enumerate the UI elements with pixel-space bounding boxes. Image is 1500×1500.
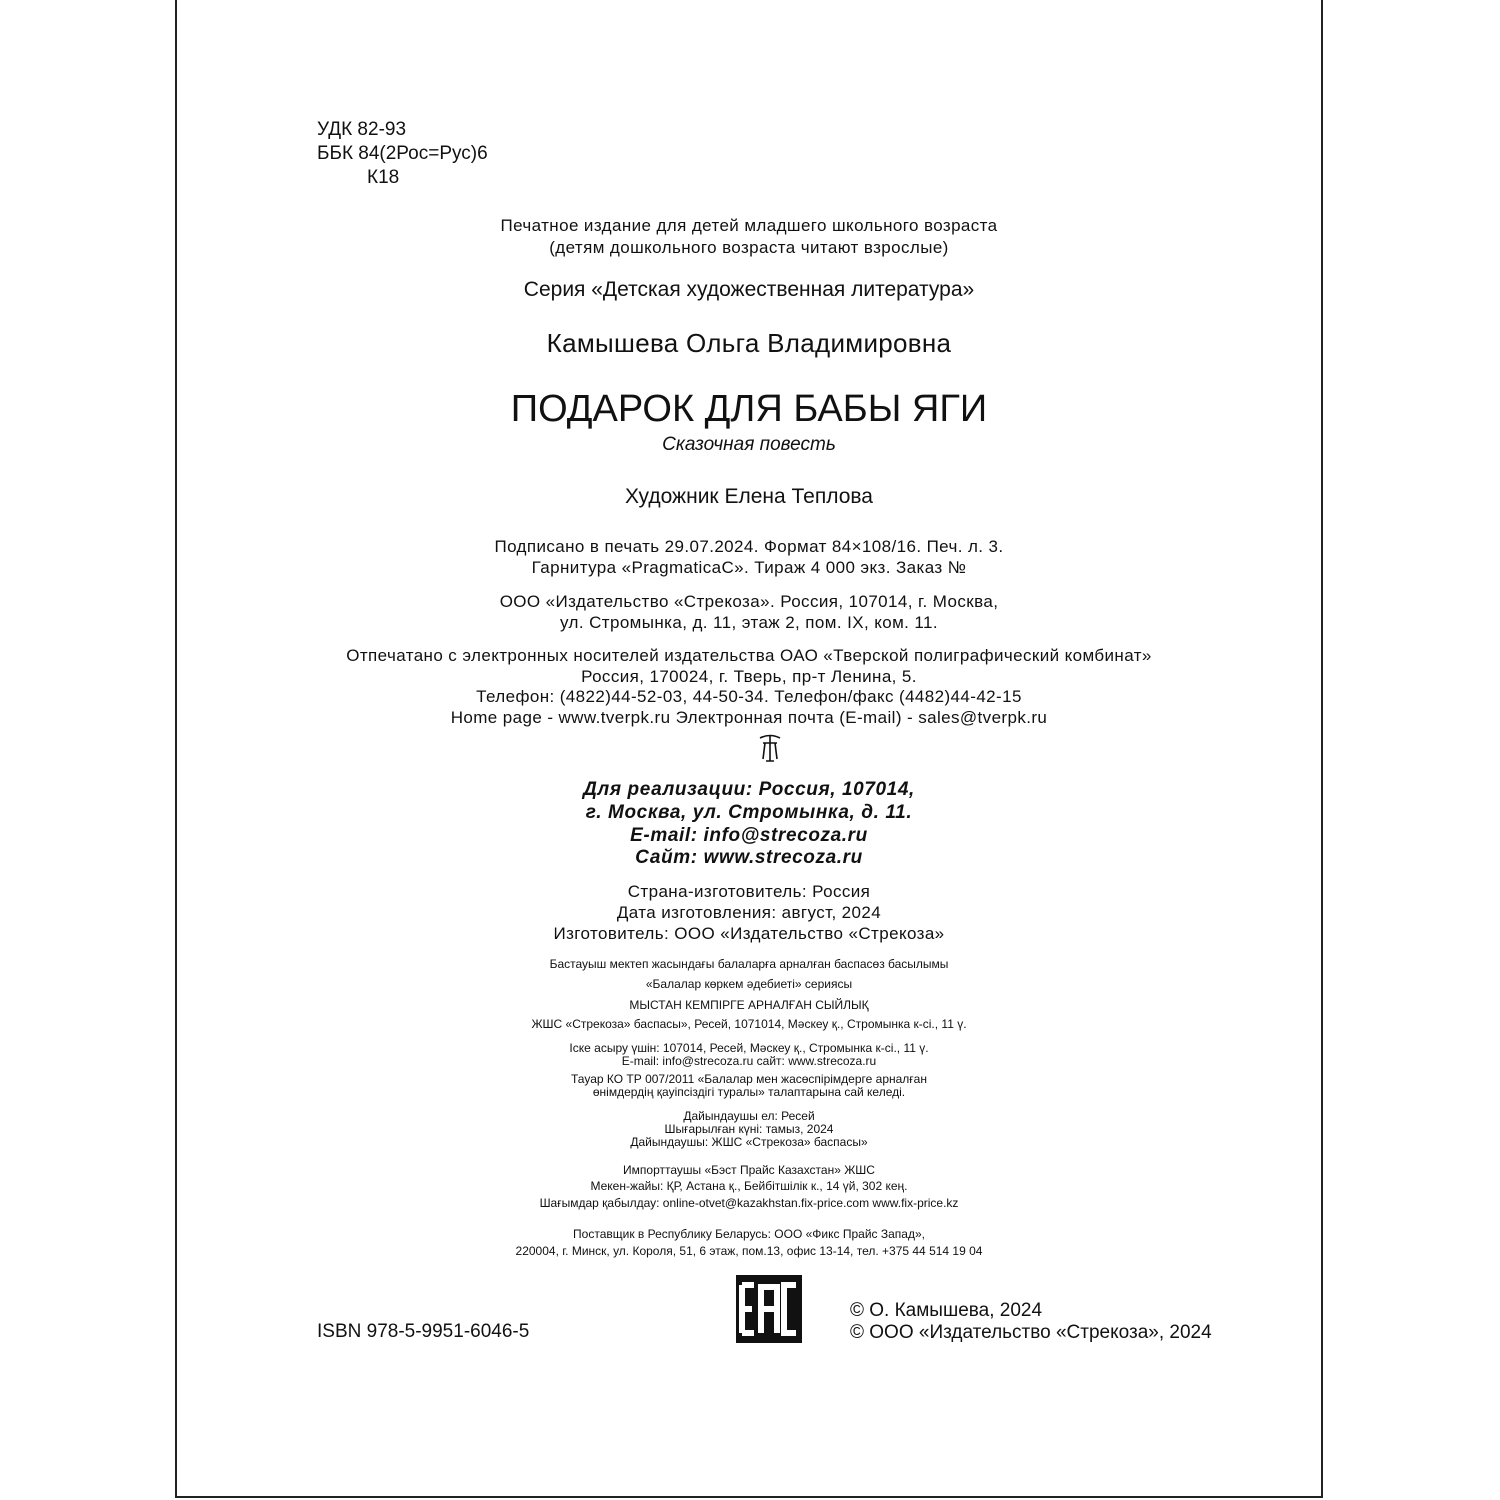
illustrator: Художник Елена Теплова (625, 485, 873, 508)
series: Серия «Детская художественная литература» (523, 278, 975, 301)
publisher-line-2: ул. Стромынка, д. 11, этаж 2, пом. IX, ком. 11. (560, 613, 938, 632)
manufacture-country: Страна-изготовитель: Россия (627, 882, 871, 901)
printer-monogram-icon (757, 733, 783, 765)
kz-line-11: Дайындаушы: ЖШС «Стрекоза» баспасы» (630, 1135, 868, 1149)
audience-line-1: Печатное издание для детей младшего школьного возраста (500, 216, 998, 235)
distribution-line-2: г. Москва, ул. Стромынка, д. 11. (585, 802, 913, 823)
copyright-publisher: © ООО «Издательство «Стрекоза», 2024 (850, 1322, 1212, 1343)
distribution-line-1: Для реализации: Россия, 107014, (583, 779, 915, 800)
distribution-email: E-mail: info@strecoza.ru (630, 825, 868, 846)
kz-line-2: «Балалар көркем әдебиеті» сериясы (645, 977, 853, 991)
author-name: Камышева Ольга Владимировна (546, 328, 952, 358)
kz-line-14: Шағымдар қабылдау: online-otvet@kazakhstan.fix-price.com www.fix-price.kz (539, 1196, 959, 1210)
kz-line-13: Мекен-жайы: ҚР, Астана қ., Бейбітшілік к., 14 үй, 302 кең. (590, 1179, 908, 1193)
isbn: ISBN 978-5-9951-6046-5 (317, 1321, 530, 1342)
printer-line-2: Россия, 170024, г. Тверь, пр-т Ленина, 5. (581, 667, 917, 686)
manufacture-date: Дата изготовления: август, 2024 (616, 903, 882, 922)
book-subtitle: Сказочная повесть (662, 434, 836, 455)
audience-line-2: (детям дошкольного возраста читают взрослые) (549, 238, 949, 257)
kz-line-3: МЫСТАН КЕМПІРГЕ АРНАЛҒАН СЫЙЛЫҚ (629, 998, 869, 1012)
kz-line-8: өнімдердің қауіпсіздігі туралы» талаптарына сай келеді. (592, 1085, 906, 1099)
kz-line-12: Импорттаушы «Бэст Прайс Казахстан» ЖШС (623, 1163, 875, 1177)
printer-line-4: Home page - www.tverpk.ru Электронная почта (E-mail) - sales@tverpk.ru (450, 708, 1048, 727)
publisher-line-1: ООО «Издательство «Стрекоза». Россия, 107014, г. Москва, (499, 592, 999, 611)
printer-line-3: Телефон: (4822)44-52-03, 44-50-34. Телефон/факс (4482)44-42-15 (476, 687, 1022, 706)
manufacturer: Изготовитель: ООО «Издательство «Стрекоза» (553, 924, 945, 943)
belarus-line-1: Поставщик в Республику Беларусь: ООО «Фикс Прайс Запад», (573, 1227, 925, 1241)
kz-line-1: Бастауыш мектеп жасындағы балаларға арналған баспасөз басылымы (549, 957, 949, 971)
copyright-author: © О. Камышева, 2024 (850, 1300, 1043, 1321)
author-mark: К18 (367, 167, 400, 188)
copyright-block (850, 1300, 1212, 1344)
eac-mark-icon (736, 1275, 802, 1343)
printer-line-1: Отпечатано с электронных носителей издательства ОАО «Тверской полиграфический комбинат» (346, 646, 1152, 665)
classification-codes (317, 118, 488, 190)
kz-line-4: ЖШС «Стрекоза» баспасы», Ресей, 1071014, Мәскеу қ., Стромынка к-сі., 11 ү. (531, 1017, 967, 1031)
udk-code: УДК 82-93 (317, 119, 407, 140)
kz-line-9: Дайындаушы ел: Ресей (683, 1109, 815, 1123)
kz-line-10: Шығарылған күні: тамыз, 2024 (664, 1122, 834, 1136)
book-title: ПОДАРОК ДЛЯ БАБЫ ЯГИ (510, 388, 988, 430)
belarus-line-2: 220004, г. Минск, ул. Короля, 51, 6 этаж, пом.13, офис 13-14, тел. +375 44 514 19 04 (515, 1244, 983, 1258)
kz-line-5: Іске асыру үшін: 107014, Ресей, Мәскеу қ., Стромынка к-сі., 11 ү. (569, 1041, 929, 1055)
kz-line-7: Тауар КО ТР 007/2011 «Балалар мен жасөспірімдерге арналған (571, 1072, 927, 1086)
bbk-code: ББК 84(2Рос=Рус)6 (317, 143, 488, 164)
print-info-line-2: Гарнитура «PragmaticaC». Тираж 4 000 экз. Заказ № (531, 558, 967, 577)
imprint-page (175, 0, 1323, 1498)
distribution-site: Сайт: www.strecoza.ru (635, 847, 863, 868)
print-info-line-1: Подписано в печать 29.07.2024. Формат 84×108/16. Печ. л. 3. (494, 537, 1004, 556)
kz-line-6: E-mail: info@strecoza.ru сайт: www.strecoza.ru (621, 1054, 877, 1068)
